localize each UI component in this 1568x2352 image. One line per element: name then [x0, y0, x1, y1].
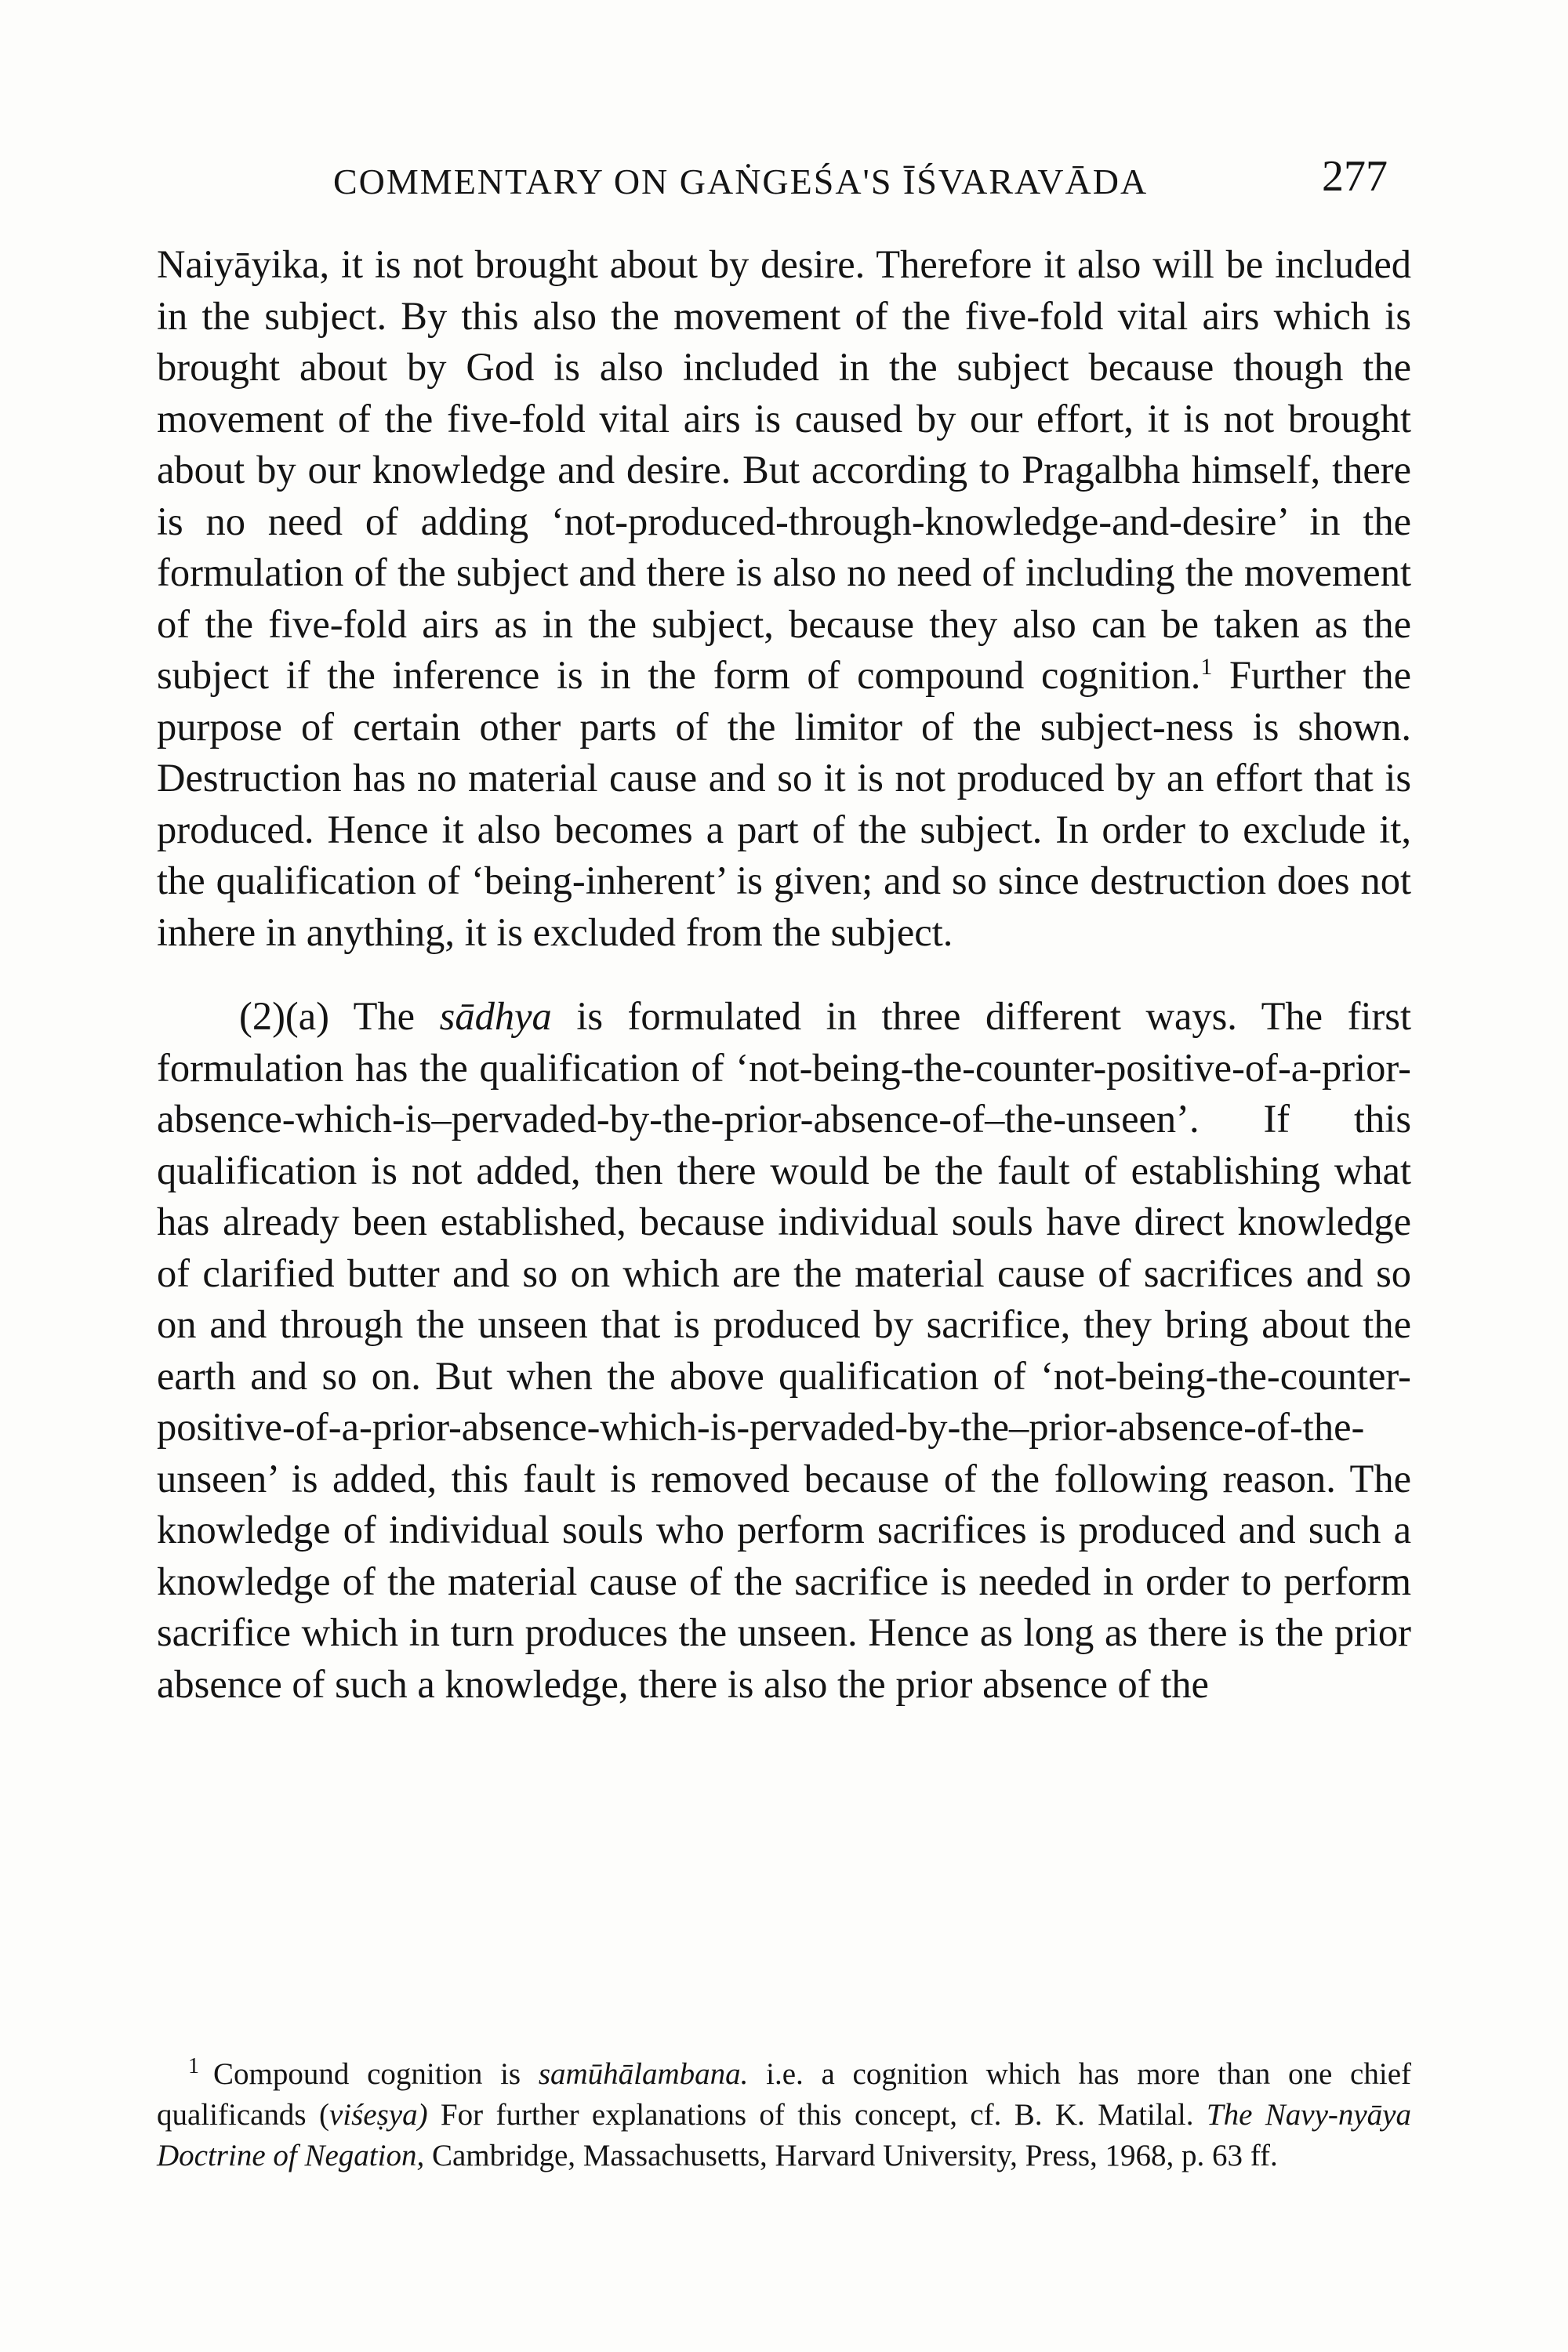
- sanskrit-term: sādhya: [439, 994, 552, 1038]
- paragraph: [157, 239, 1411, 958]
- footnote-text: $^1$ Compound cognition is samūhālambana. i.e. a cognition which has more than one chief qualificands (viśeṣya) For further explanations of this concept, cf. B. K. Matilal. The Navy-nyāya Doctrine of Negation, Cambridge, Massachusetts, Harvard University, Press, 1968, p. 63 ff.: [157, 2054, 1411, 2172]
- paragraph-text: is formulated in three different ways. The first formulation has the qualification of ‘not-being-the-counter-positive-of-a-prior-absence-which-is–pervaded-by-the-prior-absence-of–the-unseen’. If this qualification is not added, then there would be the fault of establishing what has already been established, because individual souls have direct knowledge of clarified butter and so on which are the material cause of sacrifices and so on and through the unseen that is produced by sacrifice, they bring about the earth and so on. But when the above qualification of ‘not-being-the-counter-positive-of-a-prior-absence-which-is-pervaded-by-the–prior-absence-of-the-unseen’ is added, this fault is removed because of the following reason. The knowledge of individual souls who perform sacrifices is produced and such a knowledge of the material cause of the sacrifice is needed in order to perform sacrifice which in turn produces the unseen. Hence as long as there is the prior absence of such a knowledge, there is also the prior absence of the: [157, 994, 1411, 1706]
- paragraph-text: Naiyāyika, it is not brought about by desire. Therefore it also will be included in the subject. By this also the movement of the five-fold vital airs which is brought about by God is also included in the subject because though the movement of the five-fold vital airs is caused by our effort, it is not brought about by our knowledge and desire. But according to Pragalbha himself, there is no need of adding ‘not-produced-through-knowledge-and-desire’ in the formulation of the subject and there is also no need of including the movement of the five-fold airs as in the subject, because they also can be taken as the subject if the inference is in the form of compound cognition.: [157, 242, 1411, 697]
- sanskrit-term: viśeṣya): [328, 2098, 428, 2132]
- paragraph-text: Further the purpose of certain other parts of the limitor of the subject-ness is shown. Destruction has no material cause and so it is not produced by an effort that is produced. Hence it also becomes a part of the subject. In order to exclude it, the qualification of ‘being-inherent’ is given; and so since destruction does not inhere in anything, it is excluded from the subject.: [157, 653, 1411, 954]
- book-title: The Navy-nyāya Doctrine of Negation,: [157, 2098, 1411, 2172]
- body-text: [157, 239, 1411, 1710]
- footnote: [157, 2054, 1411, 2176]
- section-label: (2)(a): [239, 994, 329, 1038]
- paragraph: (2)(a) The sādhya is formulated in three different ways. The first formulation has the qualification of ‘not-being-the-counter-positive-of-a-prior-absence-which-is–pervaded-by-the-prior-absence-of–the-unseen’. If this qualification is not added, then there would be the fault of establishing what has already been established, because individual souls have direct knowledge of clarified butter and so on which are the material cause of sacrifices and so on and through the unseen that is produced by sacrifice, they bring about the earth and so on. But when the above qualification of ‘not-being-the-counter-positive-of-a-prior-absence-which-is-pervaded-by-the–prior-absence-of-the-unseen’ is added, this fault is removed because of the following reason. The knowledge of individual souls who perform sacrifices is produced and such a knowledge of the material cause of the sacrifice is needed in order to perform sacrifice which in turn produces the unseen. Hence as long as there is the prior absence of such a knowledge, there is also the prior absence of the: [157, 994, 1411, 1706]
- footnote-reference: 1: [1200, 654, 1213, 681]
- running-title: COMMENTARY ON GAṄGEŚA'S ĪŚVARAVĀDA: [333, 162, 1149, 201]
- page-number: 277: [1322, 152, 1388, 201]
- footnote-marker: 1: [188, 2054, 199, 2078]
- sanskrit-term: samūhālambana.: [538, 2057, 749, 2091]
- running-head: [157, 145, 1411, 216]
